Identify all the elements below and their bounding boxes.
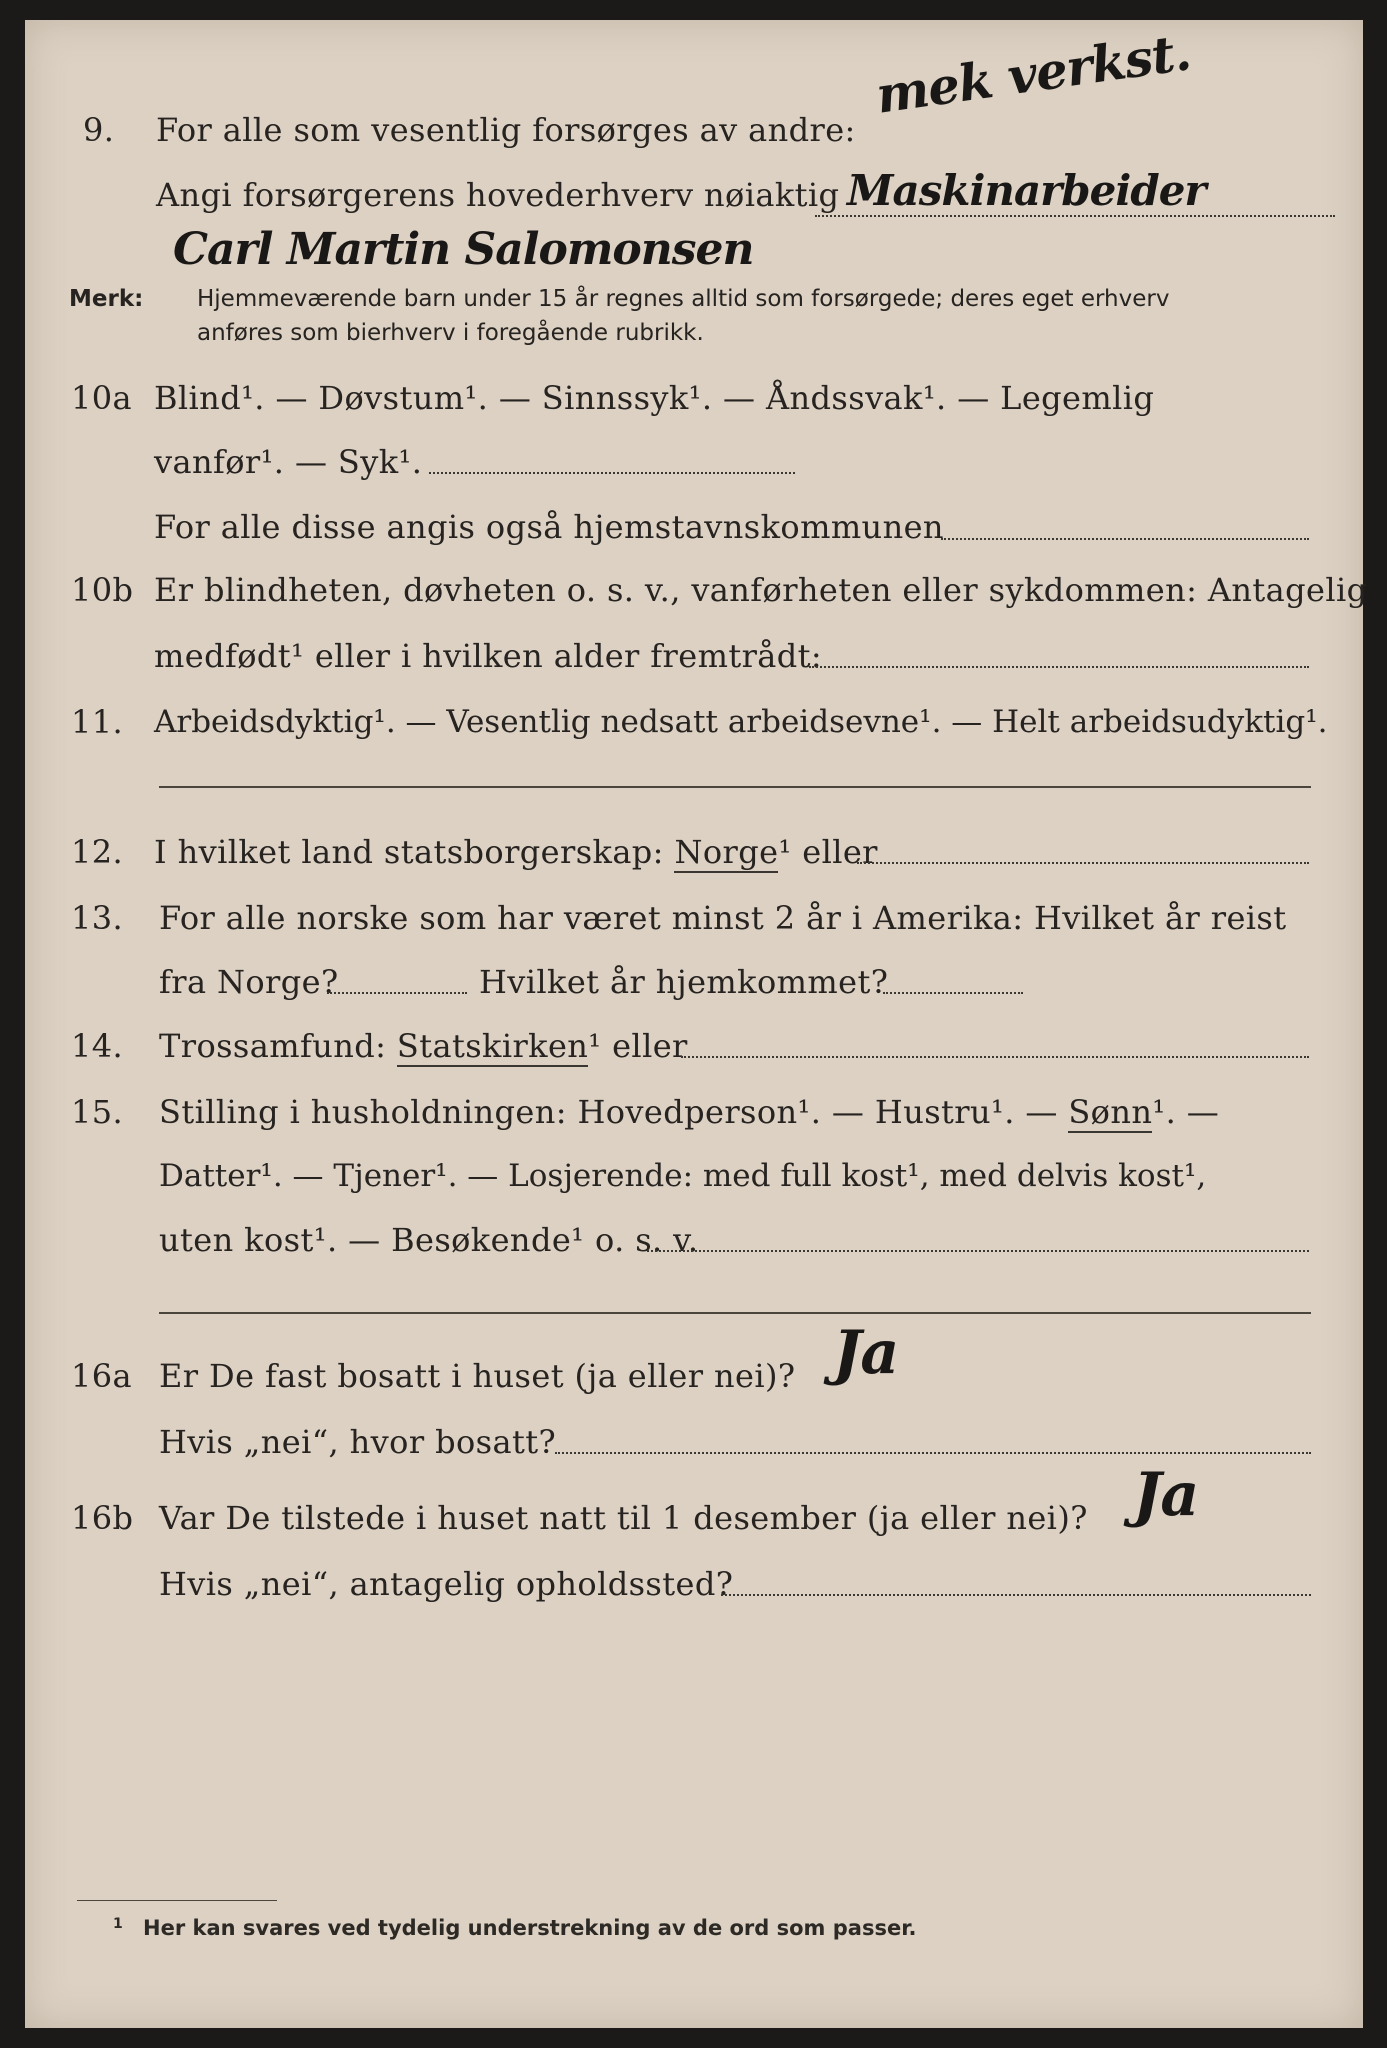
q9-handwritten-occupation: Maskinarbeider (847, 166, 1206, 215)
q11-text-1: Arbeidsdyktig¹. — Vesentlig nedsatt arbeidsevne¹. — Helt arbeidsudyktig¹. (154, 704, 1328, 740)
q12-line (25, 830, 1363, 874)
q13-line1 (25, 896, 1363, 940)
q14-dotline (681, 1056, 1309, 1058)
q9-text-2: Angi forsørgerens hovederhverv nøiaktig (156, 176, 840, 214)
q15-text-2: Datter¹. — Tjener¹. — Losjerende: med full kost¹, med delvis kost¹, (159, 1158, 1207, 1194)
q10b-text-1: Er blindheten, døvheten o. s. v., vanførheten eller sykdommen: Antagelig (154, 571, 1368, 609)
q15-text-1a: Stilling i husholdningen: Hovedperson¹. — Hustru¹. — (159, 1093, 1058, 1131)
q10a-text-3: For alle disse angis også hjemstavnskommunen (154, 508, 944, 546)
q13-line2 (25, 960, 1363, 1004)
q14-number: 14. (71, 1027, 124, 1065)
q12-text (154, 830, 878, 874)
q11-line1 (25, 700, 1363, 744)
q13-text-1: For alle norske som har været minst 2 år i Amerika: Hvilket år reist (159, 899, 1287, 937)
q10a-line3 (25, 505, 1363, 549)
footnote-text: Her kan svares ved tydelig understrekning av de ord som passer. (143, 1916, 917, 1940)
q15-dotline (647, 1250, 1309, 1252)
q13-number: 13. (71, 899, 124, 937)
merk-text-2: anføres som bierhverv i foregående rubrikk. (197, 320, 704, 346)
q16b-text-1: Var De tilstede i huset natt til 1 desember (ja eller nei)? (159, 1499, 1088, 1537)
q16b-dotline (721, 1594, 1311, 1596)
q15-sonn-underlined: Sønn (1068, 1093, 1153, 1131)
q15-text-3: uten kost¹. — Besøkende¹ o. s. v. (159, 1221, 699, 1259)
q12-prefix: I hvilket land statsborgerskap: (154, 833, 664, 871)
q13-hjem-dotline (883, 992, 1023, 994)
q14-suffix: ¹ eller (588, 1027, 688, 1065)
q14-text (159, 1024, 688, 1068)
merk-label: Merk: (69, 286, 144, 312)
q11-number: 11. (71, 703, 124, 741)
q16b-line2 (25, 1562, 1363, 1606)
q16a-handwritten-answer: Ja (833, 1318, 899, 1388)
q9-text-1: For alle som vesentlig forsørges av andre: (156, 111, 856, 149)
q15-answer-line (159, 1312, 1311, 1314)
q10b-alder-dotline (809, 666, 1309, 668)
q12-norge-underlined: Norge (674, 833, 779, 871)
merk-text-1: Hjemmeværende barn under 15 år regnes alltid som forsørgede; deres eget erhverv (197, 286, 1170, 312)
q10a-line2 (25, 440, 1363, 484)
footnote-separator (77, 1900, 277, 1901)
q9-line1 (25, 108, 1363, 152)
q10b-line2 (25, 634, 1363, 678)
q12-dotline (857, 862, 1309, 864)
q9-handwritten-top: mek verkst. (872, 22, 1194, 125)
q15-number: 15. (71, 1093, 124, 1131)
q16a-text-2: Hvis „nei“, hvor bosatt? (159, 1423, 557, 1461)
q14-line (25, 1024, 1363, 1068)
q15-line3 (25, 1218, 1363, 1262)
q16a-number: 16a (71, 1357, 132, 1395)
q9-occupation-dotline (815, 215, 1335, 217)
q16b-number: 16b (71, 1499, 134, 1537)
q10a-line1 (25, 376, 1363, 420)
q12-number: 12. (71, 833, 124, 871)
q16a-line2 (25, 1420, 1363, 1464)
q16b-text-2: Hvis „nei“, antagelig opholdssted? (159, 1565, 734, 1603)
q12-suffix: ¹ eller (778, 833, 878, 871)
q15-text-1 (159, 1090, 1219, 1134)
footnote-mark: 1 (113, 1916, 123, 1932)
q13-text-2a: fra Norge? (159, 963, 339, 1001)
census-form-page (25, 20, 1368, 2028)
q14-statskirken-underlined: Statskirken (396, 1027, 589, 1065)
q13-reist-dotline (327, 992, 467, 994)
q10b-line1 (25, 568, 1368, 612)
q16a-line1 (25, 1354, 1363, 1398)
q15-text-1b: ¹. — (1152, 1093, 1220, 1131)
q15-line1 (25, 1090, 1363, 1134)
q10a-kommune-dotline (941, 538, 1309, 540)
q16a-text-1: Er De fast bosatt i huset (ja eller nei)? (159, 1357, 796, 1395)
q14-prefix: Trossamfund: (159, 1027, 387, 1065)
q10a-text-1: Blind¹. — Døvstum¹. — Sinnssyk¹. — Åndssvak¹. — Legemlig (154, 379, 1155, 417)
q15-line2 (25, 1154, 1363, 1198)
q13-text-2b: Hvilket år hjemkommet? (479, 963, 889, 1001)
q10b-number: 10b (71, 571, 134, 609)
q10b-text-2: medfødt¹ eller i hvilken alder fremtrådt: (154, 637, 823, 675)
q10a-number: 10a (71, 379, 132, 417)
q16a-dotline (555, 1452, 1311, 1454)
q9-number: 9. (83, 111, 115, 149)
q10a-text-2: vanfør¹. — Syk¹. (154, 443, 423, 481)
q10a-syk-dotline (429, 472, 795, 474)
q9-handwritten-name: Carl Martin Salomonsen (173, 224, 754, 275)
q11-answer-line (159, 786, 1311, 788)
q16b-handwritten-answer: Ja (1133, 1460, 1199, 1530)
